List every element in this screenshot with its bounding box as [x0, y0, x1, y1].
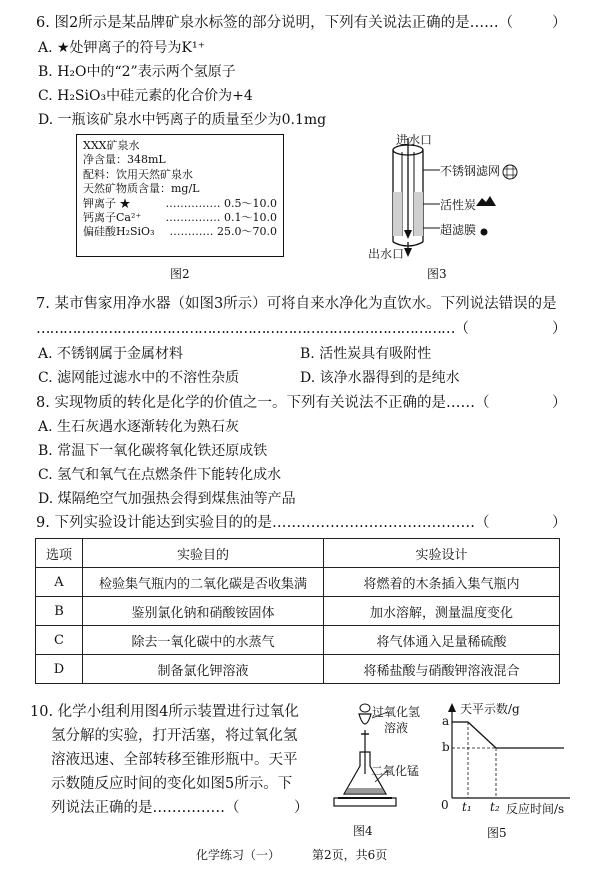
- fig5-tick-t1: t₁: [462, 800, 472, 814]
- q6-option-d: D. 一瓶该矿泉水中钙离子的质量至少为0.1mg: [38, 112, 327, 128]
- fig3-film-label: 超滤膜: [440, 223, 477, 237]
- table-cell: B: [36, 597, 83, 626]
- fig5-caption: 图5: [487, 826, 507, 840]
- table-row: [36, 655, 560, 684]
- fig2-label-box: [76, 134, 284, 257]
- table-cell: C: [36, 626, 83, 655]
- table-cell: 将稀盐酸与硝酸钾溶液混合: [324, 655, 560, 684]
- q10-line-5: 列说法正确的是……………（: [51, 800, 240, 816]
- q9-close: ）: [552, 515, 567, 531]
- table-row: [36, 626, 560, 655]
- footer-page: 第2页，共6页: [312, 848, 388, 862]
- table-header-row: [36, 539, 560, 568]
- q10-line-3: 溶液迅速、全部转移至锥形瓶中。天平: [51, 752, 298, 768]
- table-cell: 制备氯化钾溶液: [83, 655, 324, 684]
- fig2-row-calcium: [83, 211, 277, 225]
- fig2-row-name: 钙离子Ca²⁺: [83, 211, 142, 225]
- table-cell: 鉴别氯化钠和硝酸铵固体: [83, 597, 324, 626]
- fig4-caption: 图4: [353, 824, 373, 838]
- table-header: 实验设计: [324, 539, 560, 568]
- q8-option-a: A. 生石灰遇水逐渐转化为熟石灰: [38, 419, 240, 435]
- fig3-caption: 图3: [427, 267, 447, 281]
- q10-line-4: 示数随反应时间的变化如图5所示。下: [51, 776, 293, 792]
- q6-stem: 6. 图2所示是某品牌矿泉水标签的部分说明，下列有关说法正确的是……（: [36, 15, 514, 31]
- table-header: 选项: [36, 539, 83, 568]
- fig5-origin: 0: [441, 798, 449, 812]
- table-cell: D: [36, 655, 83, 684]
- q10-line-1: 10. 化学小组利用图4所示装置进行过氧化: [30, 704, 299, 720]
- fig5-ylabel: 天平示数/g: [460, 702, 520, 716]
- fig2-brand: XXX矿泉水: [83, 139, 140, 152]
- fig5-tick-t2: t₂: [490, 800, 500, 814]
- q9-table: [35, 538, 560, 684]
- fig2-row-name: 钾离子 ★: [83, 196, 131, 210]
- table-cell: 除去一氧化碳中的水蒸气: [83, 626, 324, 655]
- fig3-mesh-label: 不锈钢滤网: [440, 164, 501, 178]
- q8-option-c: C. 氢气和氧气在点燃条件下能转化成水: [38, 467, 282, 483]
- q7-dots: …………………………………………………………………………………（: [36, 321, 468, 337]
- fig5-xlabel: 反应时间/s: [506, 802, 565, 816]
- fig5-tick-b: b: [442, 740, 450, 754]
- fig5-series-segment-drop: [468, 722, 496, 748]
- fig2-row-silicic: [83, 225, 277, 239]
- q7-close: ）: [552, 321, 567, 337]
- fig2-row-potassium: [83, 197, 277, 211]
- q8-option-d: D. 煤隔绝空气加强热会得到煤焦油等产品: [38, 491, 296, 507]
- table-cell: A: [36, 568, 83, 597]
- q7-option-d: D. 该净水器得到的是纯水: [300, 370, 460, 386]
- q7-option-b: B. 活性炭具有吸附性: [300, 346, 432, 362]
- fig2-volume: 净含量：348mL: [83, 153, 166, 167]
- table-cell: 将气体通入足量稀硫酸: [324, 626, 560, 655]
- table-cell: 检验集气瓶内的二氧化碳是否收集满: [83, 568, 324, 597]
- q6-option-c: C. H₂SiO₃中硅元素的化合价为+4: [38, 88, 253, 104]
- q10-line-2: 氢分解的实验，打开活塞，将过氧化氢: [51, 728, 298, 744]
- fig5-tick-a: a: [442, 714, 450, 728]
- q8-stem: 8. 实现物质的转化是化学的价值之一。下列有关说法不正确的是……（: [36, 395, 490, 411]
- q8-close: ）: [552, 395, 567, 411]
- fig4-h2o2-label-2: 溶液: [384, 721, 409, 735]
- q6-option-a: A. ★处钾离子的符号为K¹⁺: [38, 40, 206, 56]
- footer-title: 化学练习（一）: [196, 848, 281, 862]
- fig3-outlet: 出水口: [368, 247, 405, 261]
- fig2-row-range: …………… 0.5～10.0: [165, 196, 277, 210]
- q7-option-c: C. 滤网能过滤水中的不溶性杂质: [38, 370, 240, 386]
- fig5-y-arrow: [448, 703, 456, 712]
- table-header: 实验目的: [83, 539, 324, 568]
- fig2-row-name: 偏硅酸H₂SiO₃: [83, 225, 155, 239]
- table-row: [36, 597, 560, 626]
- q8-option-b: B. 常温下一氧化碳将氧化铁还原成铁: [38, 443, 268, 459]
- fig2-caption: 图2: [170, 267, 190, 281]
- fig2-mineral-unit: 天然矿物质含量：mg/L: [83, 182, 200, 196]
- fig2-row-range: ………… 25.0～70.0: [169, 225, 277, 239]
- fig2-ingredients: 配料：饮用天然矿泉水: [83, 167, 193, 181]
- q7-option-a: A. 不锈钢属于金属材料: [38, 346, 184, 362]
- q7-stem: 7. 某市售家用净水器（如图3所示）可将自来水净化为直饮水。下列说法错误的是: [36, 296, 557, 312]
- table-row: [36, 568, 560, 597]
- q6-close: ）: [552, 15, 567, 31]
- q6-option-b: B. H₂O中的“2”表示两个氢原子: [38, 64, 236, 80]
- table-cell: 将燃着的木条插入集气瓶内: [324, 568, 560, 597]
- q10-close: ）: [294, 800, 309, 816]
- table-cell: 加水溶解，测量温度变化: [324, 597, 560, 626]
- fig4-h2o2-label-1: 过氧化氢: [372, 705, 421, 719]
- fig2-row-range: …………… 0.1～10.0: [165, 211, 277, 225]
- q9-stem: 9. 下列实验设计能达到实验目的的是……………………………………（: [36, 515, 490, 531]
- fig3-carbon-label: 活性炭: [440, 198, 477, 212]
- fig4-mno2-label: 二氧化锰: [371, 764, 420, 778]
- fig3-inlet: 进水口: [396, 133, 433, 147]
